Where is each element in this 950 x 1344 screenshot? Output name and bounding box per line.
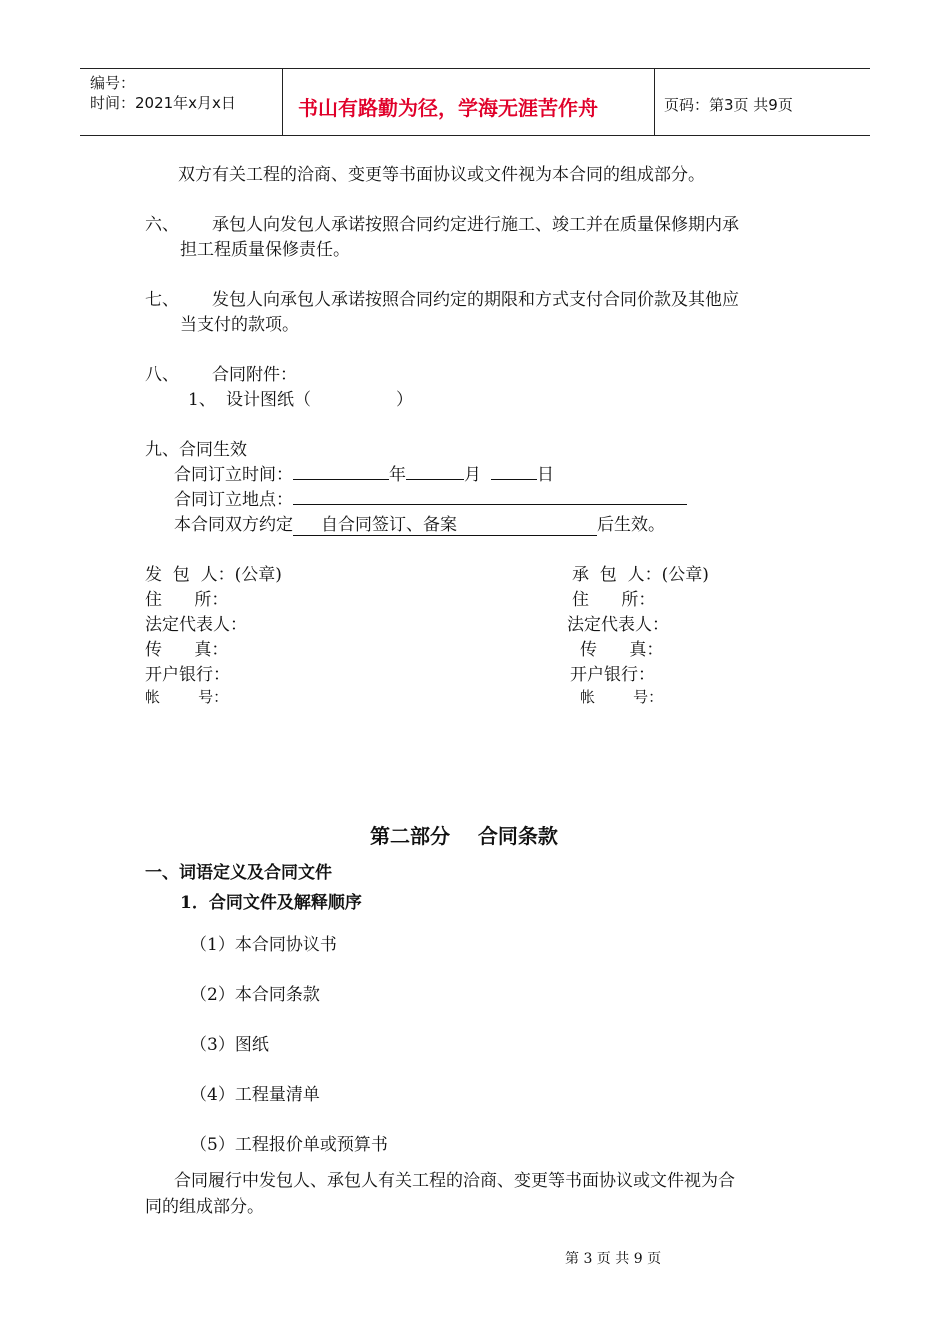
- item8-number: 八、: [145, 365, 179, 385]
- list-item-number: （4）: [190, 1085, 235, 1105]
- effective-prefix: 本合同双方约定: [174, 515, 293, 535]
- employer-label: 发 包 人：(公章): [145, 565, 282, 585]
- sign-time-day-blank: [491, 461, 537, 480]
- header-divider-right: [654, 68, 655, 135]
- contractor-rep-label: 法定代表人：: [567, 615, 669, 635]
- part2-list-item: [190, 1030, 269, 1055]
- sign-place-blank: [293, 486, 687, 505]
- list-item-number: （1）: [190, 935, 235, 955]
- effective-suffix: 后生效。: [597, 515, 665, 535]
- item8-sub-number: 1、: [188, 390, 216, 410]
- header-page-label: 页码：第3页 共9页: [664, 96, 793, 114]
- item8-sub-text: 设计图纸（: [226, 390, 311, 410]
- item6-line2: 担工程质量保修责任。: [180, 240, 350, 260]
- item6-line1: 承包人向发包人承诺按照合同约定进行施工、竣工并在质量保修期内承: [212, 215, 739, 235]
- part2-closing-line1: 合同履行中发包人、承包人有关工程的洽商、变更等书面协议或文件视为合: [174, 1171, 735, 1191]
- part2-list-item: [190, 1080, 320, 1105]
- employer-account-label: 帐 号：: [145, 688, 229, 706]
- item7-line1: 发包人向承包人承诺按照合同约定的期限和方式支付合同价款及其他应: [212, 290, 739, 310]
- contractor-account-label: 帐 号：: [580, 688, 664, 706]
- list-item-text: 图纸: [234, 1035, 269, 1055]
- contractor-bank-label: 开户银行：: [570, 665, 655, 685]
- list-item-text: 工程报价单或预算书: [234, 1135, 388, 1155]
- header-divider-left: [282, 68, 283, 135]
- employer-address-label: 住 所：: [145, 590, 229, 610]
- sign-place-row: [174, 485, 687, 510]
- item8-sub-close: ）: [396, 390, 413, 410]
- contractor-label: 承 包 人：(公章): [572, 565, 709, 585]
- effective-value-underline: [293, 510, 597, 536]
- item9-title: 九、合同生效: [145, 440, 247, 460]
- part2-list-item: [190, 1130, 388, 1155]
- header-motto: 书山有路勤为径，学海无涯苦作舟: [298, 96, 598, 120]
- part2-title: 第二部分 合同条款: [370, 824, 558, 848]
- sign-time-month-label: 月: [464, 465, 481, 485]
- header-date-label: 时间：2021年x月x日: [90, 94, 236, 112]
- part2-list-item: [190, 980, 320, 1005]
- contractor-fax-label: 传 真：: [580, 640, 664, 660]
- item7-line2: 当支付的款项。: [180, 315, 299, 335]
- header-top-rule: [80, 68, 870, 69]
- list-item-number: （5）: [190, 1135, 235, 1155]
- sign-time-year-blank: [293, 461, 389, 480]
- item7-number: 七、: [145, 290, 179, 310]
- header-number-label: 编号：: [90, 74, 136, 92]
- part2-sub1-heading: 1．合同文件及解释顺序: [180, 893, 362, 913]
- header-bottom-rule: [80, 135, 870, 136]
- employer-fax-label: 传 真：: [145, 640, 229, 660]
- list-item-text: 本合同协议书: [234, 935, 337, 955]
- sign-time-year-label: 年: [389, 465, 406, 485]
- sign-time-row: [174, 460, 554, 485]
- item6-number: 六、: [145, 215, 179, 235]
- sign-time-day-label: 日: [537, 465, 554, 485]
- item8-text: 合同附件：: [212, 365, 297, 385]
- sign-time-label: 合同订立时间：: [174, 465, 293, 485]
- list-item-text: 工程量清单: [234, 1085, 320, 1105]
- part2-list-item: [190, 930, 337, 955]
- part2-closing-line2: 同的组成部分。: [145, 1197, 264, 1217]
- part2-section1-heading: 一、词语定义及合同文件: [145, 863, 332, 883]
- list-item-text: 本合同条款: [234, 985, 320, 1005]
- contractor-address-label: 住 所：: [572, 590, 656, 610]
- effective-row: [174, 510, 665, 536]
- employer-bank-label: 开户银行：: [145, 665, 230, 685]
- paragraph-composition: 双方有关工程的洽商、变更等书面协议或文件视为本合同的组成部分。: [178, 165, 705, 185]
- footer-page-number: 第 3 页 共 9 页: [565, 1251, 662, 1267]
- effective-value: 自合同签订、备案: [321, 515, 457, 535]
- list-item-number: （2）: [190, 985, 235, 1005]
- employer-rep-label: 法定代表人：: [145, 615, 247, 635]
- sign-place-label: 合同订立地点：: [174, 490, 293, 510]
- sign-time-month-blank: [406, 461, 464, 480]
- list-item-number: （3）: [190, 1035, 235, 1055]
